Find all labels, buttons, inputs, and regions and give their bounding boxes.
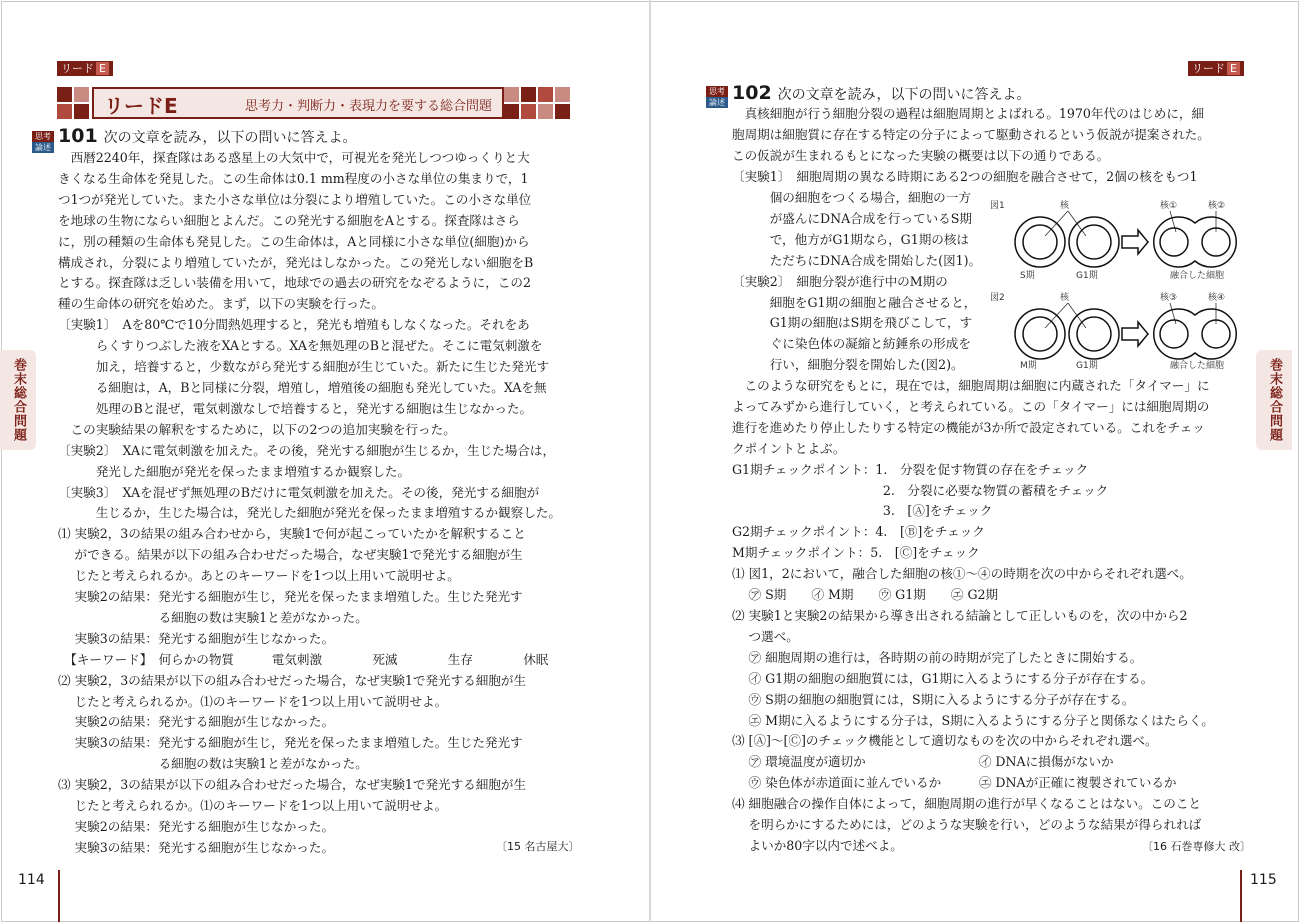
text-line: ㋐ S期 ㋑ M期 ㋒ G1期 ㋓ G2期 — [732, 587, 999, 603]
text-line: じたと考えられるか。⑴のキーワードを1つ以上用いて説明せよ。 — [58, 798, 448, 814]
decor-squares-left — [57, 87, 89, 119]
text-line: ⑷ 細胞融合の操作自体によって，細胞周期の進行が早くなることはない。このこと — [732, 796, 1201, 812]
fig1-fused-label: 融合した細胞 — [1170, 271, 1225, 281]
text-line: 構成され，分裂により増殖していたが，発光はしなかった。この発光しない細胞をB — [58, 254, 534, 270]
text-line: ㋐ 細胞周期の進行は，各時期の前の時期が完了したときに開始する。 — [732, 649, 1143, 665]
text-line: ⑴ 実験2，3の結果の組み合わせから，実験1で何が起こっていたかを解釈すること — [58, 526, 526, 542]
text-line: じたと考えられるか。⑴のキーワードを1つ以上用いて説明せよ。 — [58, 693, 448, 709]
fig1-cells-before — [1015, 217, 1119, 267]
fig2-n3: 核③ — [1160, 293, 1178, 303]
fig2-fused-cell — [1154, 309, 1236, 359]
text-line: M期チェックポイント：5. [Ⓒ]をチェック — [732, 545, 980, 561]
text-line: この仮説が生まれるもとになった実験の概要は以下の通りである。 — [732, 147, 1110, 163]
fig2-cells-before — [1015, 309, 1119, 359]
question-102-experiments — [732, 188, 981, 376]
question-lead: 次の文章を読み，以下の問いに答えよ。 — [103, 130, 357, 146]
text-line: ⑶ 実験2，3の結果が以下の組み合わせだった場合，なぜ実験1で発光する細胞が生 — [58, 777, 527, 793]
question-number: 102 — [732, 82, 772, 104]
question-101-body — [58, 148, 561, 859]
text-line: が盛んにDNA合成を行っているS期 — [732, 210, 972, 226]
text-line: 【キーワード】 何らかの物質 電気刺激 死滅 生存 休眠 — [58, 651, 549, 667]
fig2-nucleus-label: 核 — [1060, 293, 1070, 303]
text-line: 〔実験1〕 細胞周期の異なる時期にある2つの細胞を融合させて，2個の核をもつ1 — [732, 168, 1198, 184]
section-title-box — [92, 87, 504, 119]
page-rule-left — [58, 870, 60, 922]
question-102-intro — [732, 104, 1210, 188]
text-line: 2. 分裂に必要な物質の蓄積をチェック — [732, 482, 1109, 498]
header-tag-right: リード E — [1188, 61, 1244, 76]
text-line: 実験3の結果：発光する細胞が生じ，発光を保ったまま増殖した。生じた発光す — [58, 735, 523, 751]
fig2-fused-label: 融合した細胞 — [1170, 361, 1225, 371]
fig1-label: 図1 — [990, 201, 1005, 211]
text-line: よいか80字以内で述べよ。 — [732, 837, 903, 853]
side-tab-left: 巻末総合問題 — [0, 350, 36, 450]
header-tag-left: リード E — [57, 61, 113, 76]
section-banner — [57, 87, 570, 119]
text-line: 実験3の結果：発光する細胞が生じなかった。 — [58, 839, 335, 855]
text-line: ⑴ 図1，2において，融合した細胞の核①～④の時期を次の中からそれぞれ選べ。 — [732, 566, 1192, 582]
text-line: 実験2の結果：発光する細胞が生じ，発光を保ったまま増殖した。生じた発光す — [58, 589, 523, 605]
text-line: 〔実験1〕 Aを80℃で10分間熱処理すると，発光も増殖もしなくなった。それをあ — [58, 317, 530, 333]
question-number: 101 — [58, 125, 98, 147]
text-line: ㋑ G1期の細胞の細胞質には，G1期に入るようにする分子が存在する。 — [732, 670, 1154, 686]
text-line: 実験2の結果：発光する細胞が生じなかった。 — [58, 714, 335, 730]
question-101-heading — [58, 125, 357, 147]
fig1-g1-phase: G1期 — [1076, 271, 1098, 281]
arrow-icon — [1122, 322, 1148, 346]
text-line: つ1つが発光していた。また小さな単位は分裂により増殖していた。この小さな単位 — [58, 191, 532, 207]
text-line: を地球の生物にならい細胞とよんだ。この発光する細胞をAとする。探査隊はさら — [58, 212, 520, 228]
question-102-questions — [732, 376, 1214, 857]
text-line: 〔実験2〕 XAに電気刺激を加えた。その後，発光する細胞が生じるか，生じた場合は， — [58, 442, 556, 458]
text-line: ⑵ 実験1と実験2の結果から導き出される結論として正しいものを，次の中から2 — [732, 607, 1188, 623]
text-line: に，別の種類の生命体も発見した。この生命体は，Aと同様に小さな単位(細胞)から — [58, 233, 530, 249]
text-line: 生じるか，生じた場合は，発光した細胞が発光を保ったまま増殖するか観察した。 — [58, 505, 561, 521]
fig2-m-phase: M期 — [1020, 361, 1037, 371]
text-line: 行い，細胞分裂を開始した(図2)。 — [732, 357, 964, 373]
text-line: 発光した細胞が発光を保ったまま増殖するか観察した。 — [58, 463, 411, 479]
page-rule-right — [1240, 870, 1242, 922]
text-line: る細胞の数は実験1と差がなかった。 — [58, 609, 368, 625]
text-line: 種の生命体の研究を始めた。まず，以下の実験を行った。 — [58, 296, 384, 312]
text-line: 個の細胞をつくる場合，細胞の一方 — [732, 190, 971, 205]
text-line: 3. [Ⓐ]をチェック — [732, 503, 993, 519]
text-line: ぐに染色体の凝縮と紡錘糸の形成を — [732, 336, 971, 352]
text-line: G1期チェックポイント：1. 分裂を促す物質の存在をチェック — [732, 461, 1089, 477]
fig1-s-phase: S期 — [1020, 271, 1035, 281]
text-line: 胞周期は細胞質に存在する特定の分子によって駆動されるという仮説が提案された。 — [732, 126, 1210, 142]
text-line: G1期の細胞はS期を飛びこして，す — [732, 315, 973, 331]
text-line: 〔実験3〕 XAを混ぜず無処理のBだけに電気刺激を加えた。その後，発光する細胞が — [58, 484, 540, 500]
section-subtitle: 思考力・判断力・表現力を要する総合問題 — [244, 99, 492, 114]
page-number-left: 114 — [18, 872, 45, 888]
text-line: ㋒ 染色体が赤道面に並んでいるか ㋓ DNAが正確に複製されているか — [732, 775, 1177, 791]
section-title: リードE — [104, 94, 178, 118]
text-line: る細胞の数は実験1と差がなかった。 — [58, 756, 368, 772]
fig2-label: 図2 — [990, 293, 1005, 303]
question-102-heading — [732, 82, 1031, 104]
question-lead: 次の文章を読み，以下の問いに答えよ。 — [777, 87, 1031, 103]
text-line: 加え，培養すると，少数ながら発光する細胞が生じていた。新たに生じた発光す — [58, 359, 550, 375]
text-line: このような研究をもとに，現在では，細胞周期は細胞に内蔵された「タイマー」に — [732, 378, 1210, 393]
text-line: ⑵ 実験2，3の結果が以下の組み合わせだった場合，なぜ実験1で発光する細胞が生 — [58, 672, 527, 688]
fig1-n1: 核① — [1160, 201, 1178, 211]
text-line: を明らかにするためには，どのような実験を行い，どのような結果が得られれば — [732, 817, 1202, 833]
badge-thinking-essay: 思考 論述 — [32, 131, 54, 153]
fig1-nucleus-label: 核 — [1060, 201, 1070, 211]
text-line: ができる。結果が以下の組み合わせだった場合，なぜ実験1で発光する細胞が生 — [58, 547, 523, 563]
text-line: クポイントとよぶ。 — [732, 440, 846, 456]
text-line: じたと考えられるか。あとのキーワードを1つ以上用いて説明せよ。 — [58, 568, 460, 584]
text-line: ㋒ S期の細胞の細胞質には，S期に入るようにする分子が存在する。 — [732, 691, 1135, 707]
source-102: 〔16 石巻専修大 改〕 — [1142, 840, 1251, 853]
page-number-right: 115 — [1250, 872, 1277, 888]
text-line: G2期チェックポイント：4. [Ⓑ]をチェック — [732, 524, 985, 540]
fig2-g1-phase: G1期 — [1076, 361, 1098, 371]
decor-squares-right-1 — [504, 87, 536, 119]
text-line: とする。探査隊は乏しい装備を用いて，地球での過去の研究をなぞるように，この2 — [58, 275, 531, 291]
text-line: 西暦2240年，探査隊はある惑星上の大気中で，可視光を発光しつつゆっくりと大 — [58, 150, 530, 165]
text-line: 真核細胞が行う細胞分裂の過程は細胞周期とよばれる。1970年代のはじめに，細 — [732, 106, 1205, 121]
text-line: 実験3の結果：発光する細胞が生じなかった。 — [58, 630, 335, 646]
decor-squares-right-2 — [538, 87, 570, 119]
text-line: よってみずから進行していく，と考えられている。この「タイマー」には細胞周期の — [732, 398, 1210, 414]
text-line: つ選べ。 — [732, 628, 799, 644]
text-line: この実験結果の解釈をするために，以下の2つの追加実験を行った。 — [58, 421, 456, 437]
fig1-n2: 核② — [1208, 201, 1226, 211]
text-line: 実験2の結果：発光する細胞が生じなかった。 — [58, 819, 335, 834]
text-line: ⑶ [Ⓐ]～[Ⓒ]のチェック機能として適切なものを次の中からそれぞれ選べ。 — [732, 733, 1158, 749]
text-line: 〔実験2〕 細胞分裂が進行中のM期の — [732, 273, 948, 289]
fig1-fused-cell — [1154, 217, 1236, 267]
text-line: きくなる生命体を発見した。この生命体は0.1 mm程度の小さな単位の集まりで，1 — [58, 170, 529, 186]
source-101: 〔15 名古屋大〕 — [496, 840, 580, 853]
text-line: る細胞は，A，Bと同様に分裂，増殖し，増殖後の細胞も発光していた。XAを無 — [58, 379, 547, 395]
text-line: ㋓ M期に入るようにする分子は，S期に入るようにする分子と関係なくはたらく。 — [732, 712, 1214, 728]
text-line: 処理のBと混ぜ，電気刺激なしで培養すると，発光する細胞は生じなかった。 — [58, 400, 533, 416]
book-gutter — [649, 0, 651, 922]
fig2-n4: 核④ — [1208, 293, 1226, 303]
text-line: 細胞をG1期の細胞と融合させると， — [732, 294, 977, 310]
cell-fusion-figure — [990, 196, 1240, 372]
badge-thinking-essay: 思考 論述 — [706, 86, 728, 108]
arrow-icon — [1122, 230, 1148, 254]
text-line: で，他方がG1期なら，G1期の核は — [732, 231, 969, 247]
text-line: ただちにDNA合成を開始した(図1)。 — [732, 252, 982, 268]
text-line: ㋐ 環境温度が適切か ㋑ DNAに損傷がないか — [732, 754, 1114, 770]
text-line: らくすりつぶした液をXAとする。XAを無処理のBと混ぜた。そこに電気刺激を — [58, 338, 543, 354]
text-line: 進行を進めたり停止したりする特定の機能が3か所で設定されている。これをチェッ — [732, 419, 1205, 435]
side-tab-right: 巻末総合問題 — [1256, 350, 1292, 450]
